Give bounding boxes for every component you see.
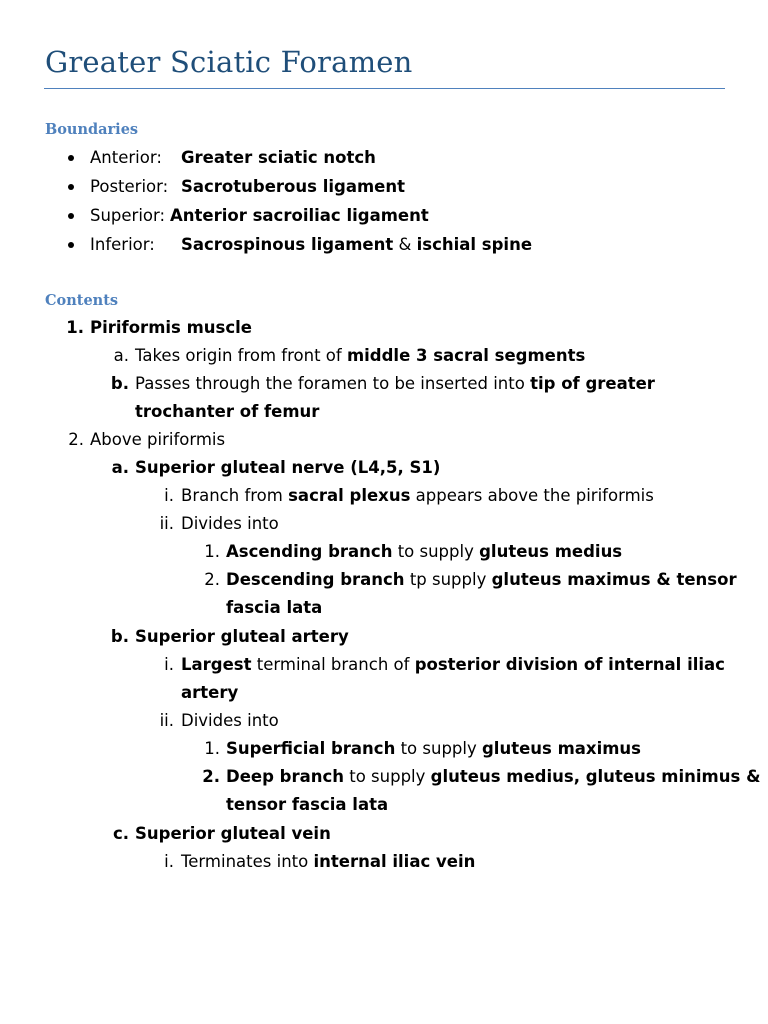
list-marker: b. (110, 627, 129, 646)
boundary-anterior-value: Greater sciatic notch (181, 148, 376, 167)
list-item-ascending-branch: Ascending branch to supply gluteus medius (226, 542, 623, 561)
contents-heading: Contents (45, 292, 119, 309)
bullet-icon (68, 155, 74, 161)
boundaries-heading: Boundaries (45, 121, 139, 138)
boundary-superior-value: Anterior sacroiliac ligament (170, 206, 429, 225)
list-marker: 2. (202, 767, 220, 786)
boundary-posterior-value: Sacrotuberous ligament (181, 177, 405, 196)
list-item-nerve-origin: Branch from sacral plexus appears above the piriformis (181, 486, 654, 505)
list-item-superior-gluteal-nerve: Superior gluteal nerve (L4,5, S1) (135, 458, 441, 477)
list-item-insertion: Passes through the foramen to be inserted into tip of greater (135, 374, 655, 393)
list-item-insertion-continued: trochanter of femur (135, 402, 320, 421)
list-item-deep-branch-continued: tensor fascia lata (226, 795, 389, 814)
list-item-origin: Takes origin from front of middle 3 sacral segments (135, 346, 586, 365)
list-marker: ii. (159, 711, 174, 730)
list-item-artery-divides: Divides into (181, 711, 279, 730)
list-item-artery-origin-continued: artery (181, 683, 239, 702)
list-item-vein-termination: Terminates into internal iliac vein (181, 852, 476, 871)
list-item-deep-branch: Deep branch to supply gluteus medius, gluteus minimus & (226, 767, 761, 786)
list-marker: 1. (204, 542, 220, 561)
list-marker: a. (113, 346, 129, 365)
list-item-above-piriformis: Above piriformis (90, 430, 226, 449)
list-item-descending-branch-continued: fascia lata (226, 598, 323, 617)
title-underline (44, 88, 725, 89)
list-marker: 1. (204, 739, 220, 758)
list-marker: 1. (66, 318, 84, 337)
list-item-descending-branch: Descending branch tp supply gluteus maximus & tensor (226, 570, 737, 589)
list-item-superficial-branch: Superficial branch to supply gluteus maximus (226, 739, 641, 758)
boundary-posterior-label: Posterior: (90, 177, 169, 196)
list-marker: i. (164, 852, 174, 871)
boundary-inferior-value: Sacrospinous ligament & ischial spine (181, 235, 533, 254)
boundary-superior-label: Superior: (90, 206, 166, 225)
list-item-artery-origin: Largest terminal branch of posterior division of internal iliac (181, 655, 725, 674)
bullet-icon (68, 213, 74, 219)
list-item-superior-gluteal-vein: Superior gluteal vein (135, 824, 331, 843)
list-marker: i. (164, 486, 174, 505)
list-marker: b. (110, 374, 129, 393)
list-marker: i. (164, 655, 174, 674)
list-marker: 2. (204, 570, 220, 589)
list-marker: ii. (159, 514, 174, 533)
page-title: Greater Sciatic Foramen (45, 45, 413, 79)
boundary-inferior-label: Inferior: (90, 235, 155, 254)
list-item-superior-gluteal-artery: Superior gluteal artery (135, 627, 349, 646)
list-marker: a. (111, 458, 129, 477)
bullet-icon (68, 242, 74, 248)
list-marker: c. (112, 824, 129, 843)
boundary-anterior-label: Anterior: (90, 148, 162, 167)
list-item-piriformis: Piriformis muscle (90, 318, 252, 337)
bullet-icon (68, 184, 74, 190)
list-marker: 2. (68, 430, 84, 449)
list-item-nerve-divides: Divides into (181, 514, 279, 533)
